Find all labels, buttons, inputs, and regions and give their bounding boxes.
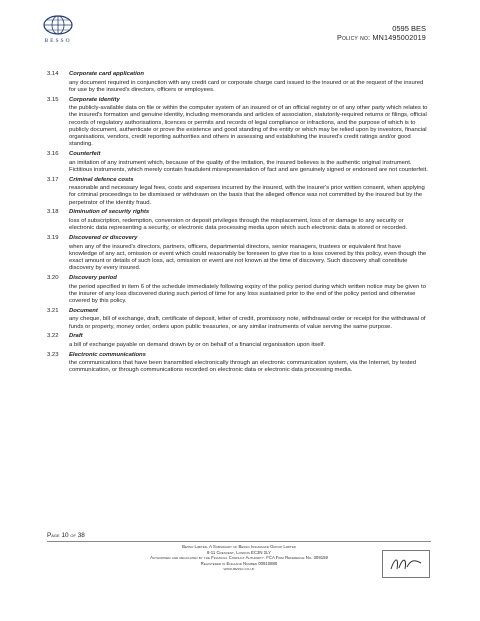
definition-heading: [47, 177, 429, 184]
definition-number: 3.17: [47, 176, 59, 183]
definition-heading: [47, 275, 429, 282]
company-logo: [34, 14, 82, 52]
definition-title: Discovery period: [69, 274, 117, 281]
definition-title: Corporate card application: [69, 71, 144, 77]
signature-icon: [383, 551, 429, 577]
definition-heading: [47, 352, 429, 359]
definition-heading: [47, 333, 429, 340]
footer-registration-line: Registered in England Number 00910880: [200, 560, 278, 566]
definition-number: 3.20: [47, 274, 59, 281]
definition-section: [47, 177, 429, 207]
definition-heading: [47, 308, 429, 315]
footer-website-line: www.besso.co.uk: [223, 566, 255, 572]
definition-section: [47, 275, 429, 305]
definition-text: a bill of exchange payable on demand drawn by or on behalf of a financial organisation upon itself.: [69, 341, 326, 348]
definition-text: any cheque, bill of exchange, draft, certificate of deposit, letter of credit, promissory note, withdrawal order or receipt for the withdrawal of funds or property, money order, orders upon public treasuries, or any similar instruments of value serving the same purpose.: [69, 316, 426, 330]
definition-section: [47, 97, 429, 149]
globe-logo-icon: [41, 14, 75, 36]
logo-wordmark: BESSO: [44, 38, 72, 44]
definition-number: 3.19: [47, 234, 59, 241]
definition-section: [47, 235, 429, 273]
definition-number: 3.18: [47, 209, 59, 216]
definition-number: 3.22: [47, 333, 59, 340]
definition-text: an imitation of any instrument which, because of the quality of the imitation, the insured believes is the authentic original instrument. Fictitious instruments, which merely contain fraudulent misrepresentation of fact and are genuinely signed or endorsed are not counterfeit.: [69, 159, 428, 173]
initials-box: [382, 550, 430, 578]
definition-section: [47, 308, 429, 331]
footer-address-line: 8-11 Crescent, London EC3N 2LY: [206, 549, 272, 555]
document-header: [337, 24, 426, 42]
definition-text: when any of the insured's directors, partners, officers, departmental directors, senior managers, trustees or equivalent first have knowledge of any act, omission or event which could reasonably be foreseen to give rise to a loss covered by this policy, even though the exact amount or details of such loss, act, omission or event are not known at the time of discovery. Such discovery shall constitute discovery by every insured.: [69, 243, 427, 272]
definition-title: Corporate identity: [69, 96, 120, 103]
definition-section: [47, 333, 429, 349]
definition-heading: [47, 151, 429, 158]
definition-text: reasonable and necessary legal fees, costs and expenses incurred by the insured, with the insurer's prior written consent, when applying for criminal proceedings to be dismissed or withdrawn on the basis that the alleged offence was not committed by the insured but by the perpetrator of the identity fraud.: [69, 185, 425, 206]
definition-title: Document: [69, 307, 98, 314]
definition-text: the communications that have been transmitted electronically through an electronic communication system, via the Internet, by tested communication, or through communications recorded on electronic data or electronic data processing media.: [69, 360, 417, 374]
document-code: 0595 BES: [392, 24, 426, 33]
definition-title: Draft: [69, 333, 83, 340]
definition-number: 3.14: [47, 71, 59, 77]
definition-number: 3.15: [47, 96, 59, 103]
definition-text: any document required in conjunction with any credit card or corporate charge card issued to the insured or at the request of the insured for use by the insured's directors, officers or employees.: [69, 79, 424, 93]
definition-heading: [47, 97, 429, 104]
definition-title: Counterfeit: [69, 151, 101, 158]
definition-section: [47, 151, 429, 174]
definition-section: [47, 209, 429, 232]
footer-divider: [47, 541, 431, 542]
definition-number: 3.16: [47, 151, 59, 158]
definition-text: the period specified in item 6 of the schedule immediately following expiry of the policy period during which written notice may be given to the insurer of any loss discovered during such period of time for any loss sustained prior to the end of the policy period and otherwise covered by this policy.: [69, 283, 426, 305]
definition-number: 3.21: [47, 307, 59, 314]
definition-heading: [47, 209, 429, 216]
definition-number: 3.23: [47, 351, 59, 358]
definitions-list: [47, 71, 429, 377]
definition-heading: [47, 235, 429, 242]
definition-section: [47, 71, 429, 94]
definition-text: the publicly-available data on file or within the computer system of an insured or of an official registry or of any other party which relates to the insured's formation and genuine identity, including memoranda and articles of association, statutorily-required returns or filings, official records of regulatory authorisations, licences or permits and records of legal compliance or infractions, and the purpose of which is to publicly document, authenticate or prove the existence and good standing of the entity or which may be relied upon by investors, financial organisations, vendors, credit reporting authorities and others in assessing and establishing the insured's credit ratings and/or good standing.: [69, 105, 428, 148]
definition-text: loss of subscription, redemption, conversion or deposit privileges through the misplacement, loss of or damage to any security or electronic data representing a security, or electronic data processing media upon which such electronic data is stored or recorded.: [69, 218, 408, 232]
company-footer: [47, 544, 431, 572]
definition-title: Electronic communications: [69, 351, 146, 358]
definition-heading: [47, 71, 429, 78]
page-number: Page 10 of 38: [47, 532, 85, 539]
definition-title: Diminution of security rights: [69, 209, 150, 216]
policy-number: Policy no: MN1495002019: [336, 33, 426, 42]
definition-title: Criminal defence costs: [69, 176, 134, 183]
footer-regulation-line: Authorised and regulated by the Financial Conduct Authority. FCA Firm Reference No. 309159: [150, 555, 328, 561]
footer-company-line: Besso Limited. A Subsidiary of Besso Insurance Group Limited: [182, 544, 296, 549]
definition-section: [47, 352, 429, 375]
definition-title: Discovered or discovery: [69, 234, 138, 241]
